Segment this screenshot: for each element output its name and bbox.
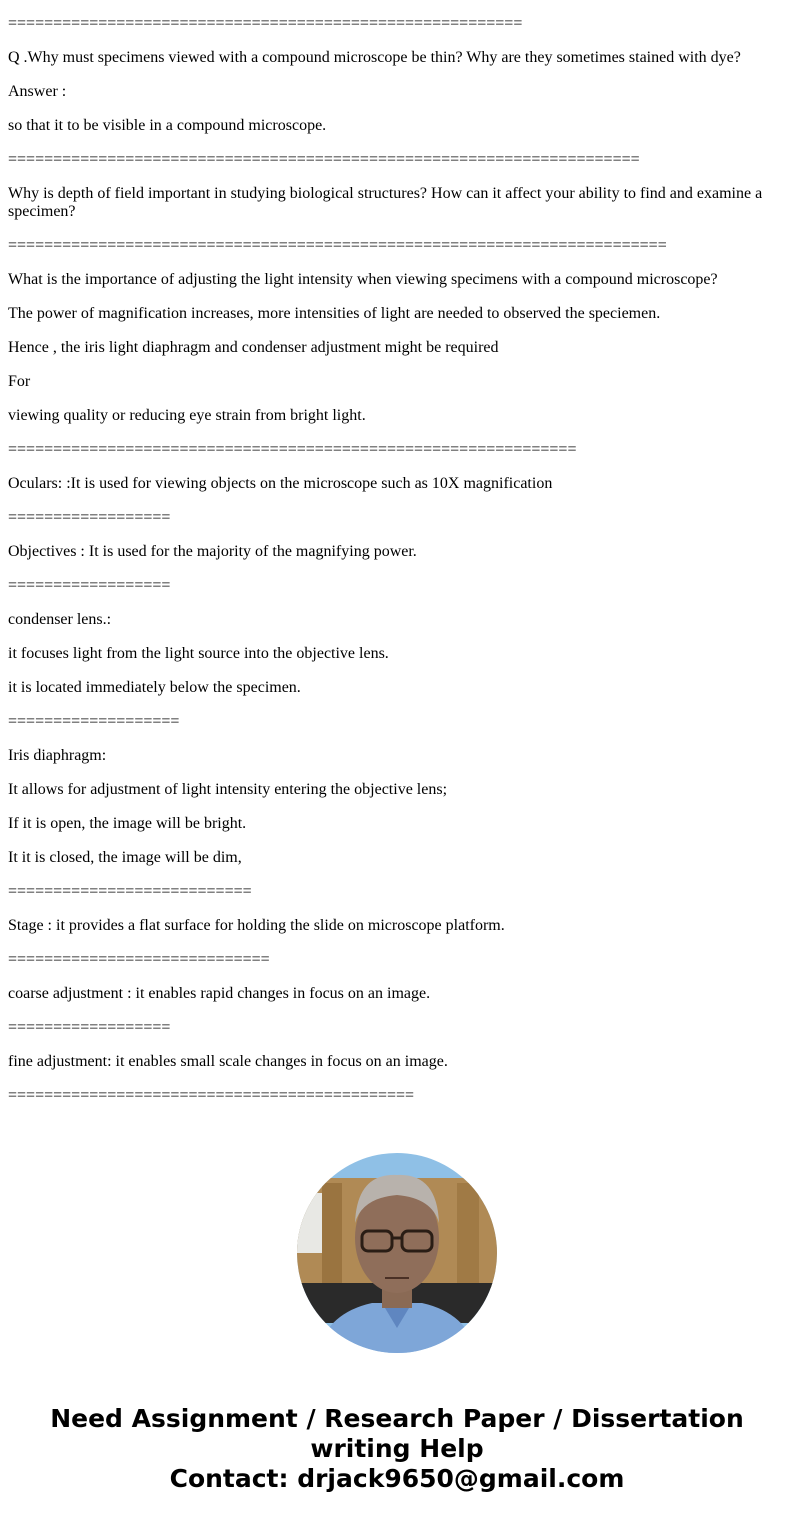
paragraph: What is the importance of adjusting the light intensity when viewing specimens with a compound microscope? (8, 271, 718, 288)
paragraph: Oculars: :It is used for viewing objects on the microscope such as 10X magnification (8, 475, 553, 492)
separator-line: ================== (8, 577, 171, 594)
paragraph: Q .Why must specimens viewed with a compound microscope be thin? Why are they sometimes stained with dye? (8, 49, 741, 66)
paragraph: If it is open, the image will be bright. (8, 815, 247, 832)
paragraph: Iris diaphragm: (8, 747, 107, 764)
separator-line: ========================================================= (8, 15, 523, 32)
paragraph: it is located immediately below the specimen. (8, 679, 301, 696)
separator-line: ========================================================================= (8, 237, 667, 254)
paragraph: For (8, 373, 31, 390)
contact-footer (0, 1404, 794, 1494)
paragraph: coarse adjustment : it enables rapid changes in focus on an image. (8, 985, 431, 1002)
paragraph: Hence , the iris light diaphragm and condenser adjustment might be required (8, 339, 499, 356)
paragraph: Answer : (8, 83, 67, 100)
separator-line: ================== (8, 509, 171, 526)
footer-contact-email: Contact: drjack9650@gmail.com (169, 1464, 625, 1493)
footer-headline: Need Assignment / Research Paper / Dissertation (50, 1404, 744, 1433)
separator-line: ============================================= (8, 1087, 415, 1104)
paragraph: it focuses light from the light source into the objective lens. (8, 645, 389, 662)
paragraph: It allows for adjustment of light intensity entering the objective lens; (8, 781, 448, 798)
paragraph: condenser lens.: (8, 611, 112, 628)
paragraph: Objectives : It is used for the majority of the magnifying power. (8, 543, 417, 560)
paragraph: Stage : it provides a flat surface for holding the slide on microscope platform. (8, 917, 505, 934)
separator-line: ============================= (8, 951, 270, 968)
separator-line: =========================== (8, 883, 252, 900)
paragraph: Why is depth of field important in studying biological structures? How can it affect your ability to find and examine a specimen? (8, 185, 763, 220)
paragraph: It it is closed, the image will be dim, (8, 849, 242, 866)
paragraph: The power of magnification increases, more intensities of light are needed to observed the speciemen. (8, 305, 661, 322)
paragraph: viewing quality or reducing eye strain from bright light. (8, 407, 366, 424)
paragraph: fine adjustment: it enables small scale changes in focus on an image. (8, 1053, 448, 1070)
author-portrait-image (297, 1153, 497, 1353)
separator-line: ================== (8, 1019, 171, 1036)
answer-content (8, 15, 786, 1121)
footer-subheadline: writing Help (310, 1434, 484, 1463)
paragraph: so that it to be visible in a compound microscope. (8, 117, 327, 134)
separator-line: =============================================================== (8, 441, 577, 458)
separator-line: =================== (8, 713, 180, 730)
author-photo (297, 1153, 497, 1353)
separator-line: ====================================================================== (8, 151, 640, 168)
